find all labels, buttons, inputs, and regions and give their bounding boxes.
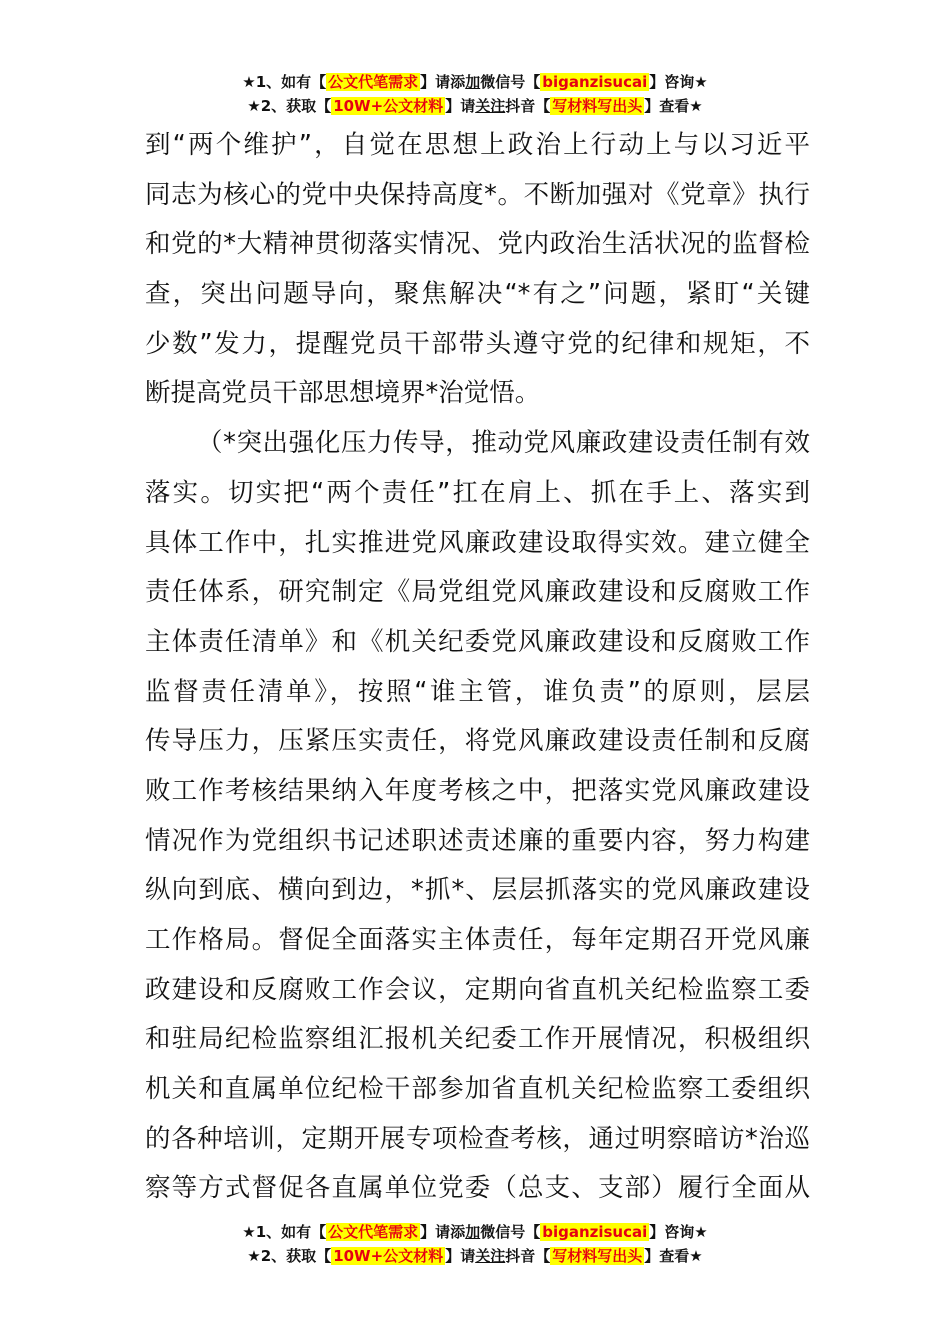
banner-text: 】请添 — [420, 1223, 466, 1241]
text-line: 情况作为党组织书记述职述责述廉的重要内容，努力构建 — [145, 825, 810, 856]
banner-line-2 — [0, 1244, 950, 1268]
text-line: 察等方式督促各直属单位党委（总支、支部）履行全面从 — [145, 1173, 810, 1204]
text-line: 工作格局。督促全面落实主体责任，每年定期召开党风廉 — [145, 925, 810, 955]
banner-text: ★1、如有【 — [242, 73, 327, 91]
banner-line-1 — [0, 1220, 950, 1244]
text-line: 主体责任清单》和《机关纪委党风廉政建设和反腐败工作 — [145, 626, 810, 657]
banner-text: 】请 — [445, 1247, 476, 1265]
banner-text: ★2、获取【 — [247, 97, 332, 115]
highlight-materials: 10W+公文材料 — [333, 1247, 444, 1265]
highlight-douyin: 写材料写出头 — [552, 97, 643, 115]
banner-text: 】咨询★ — [649, 1223, 708, 1241]
highlight-douyin: 写材料写出头 — [552, 1247, 643, 1265]
text-line: 和驻局纪检监察组汇报机关纪委工作开展情况，积极组织 — [145, 1024, 810, 1055]
banner-underline: 加 — [465, 73, 481, 91]
banner-line-2 — [0, 94, 950, 118]
header-banner — [0, 70, 950, 118]
text-line: 少数”发力，提醒党员干部带头遵守党的纪律和规矩，不 — [145, 328, 810, 359]
banner-underline: 关注 — [475, 1247, 506, 1265]
footer-banner — [0, 1220, 950, 1268]
banner-text: ★2、获取【 — [247, 1247, 332, 1265]
text-line: 具体工作中，扎实推进党风廉政建设取得实效。建立健全 — [145, 527, 810, 558]
banner-text: 微信号【 — [480, 1223, 541, 1241]
banner-text: 】请添 — [420, 73, 466, 91]
text-line: （*突出强化压力传导，推动党风廉政建设责任制有效 — [197, 428, 810, 459]
banner-text: 】查看★ — [644, 97, 703, 115]
text-line: 纵向到底、横向到边，*抓*、层层抓落实的党风廉政建设 — [145, 875, 810, 906]
highlight-wechat-id: biganzisucai — [542, 73, 648, 91]
text-line: 监督责任清单》，按照“谁主管，谁负责”的原则，层层 — [145, 676, 810, 707]
text-line: 到“两个维护”，自觉在思想上政治上行动上与以习近平 — [145, 130, 810, 160]
text-line: 落实。切实把“两个责任”扛在肩上、抓在手上、落实到 — [145, 477, 810, 508]
banner-line-1 — [0, 70, 950, 94]
document-body — [145, 121, 810, 1214]
text-line: 传导压力，压紧压实责任，将党风廉政建设责任制和反腐 — [145, 726, 810, 757]
banner-text: 微信号【 — [480, 73, 541, 91]
banner-text: 】请 — [445, 97, 476, 115]
text-line: 的各种培训，定期开展专项检查考核，通过明察暗访*治巡 — [145, 1123, 810, 1154]
banner-text: 抖音【 — [505, 1247, 551, 1265]
banner-text: 】查看★ — [644, 1247, 703, 1265]
text-line: 责任体系，研究制定《局党组党风廉政建设和反腐败工作 — [145, 577, 810, 608]
banner-text: 】咨询★ — [649, 73, 708, 91]
highlight-service: 公文代笔需求 — [328, 1223, 419, 1241]
text-line: 败工作考核结果纳入年度考核之中，把落实党风廉政建设 — [145, 775, 810, 806]
highlight-service: 公文代笔需求 — [328, 73, 419, 91]
text-line: 机关和直属单位纪检干部参加省直机关纪检监察工委组织 — [145, 1074, 810, 1105]
banner-text: ★1、如有【 — [242, 1223, 327, 1241]
highlight-materials: 10W+公文材料 — [333, 97, 444, 115]
text-line: 断提高党员干部思想境界*治觉悟。 — [145, 378, 541, 409]
banner-text: 抖音【 — [505, 97, 551, 115]
highlight-wechat-id: biganzisucai — [542, 1223, 648, 1241]
text-line: 政建设和反腐败工作会议，定期向省直机关纪检监察工委 — [145, 974, 810, 1005]
banner-underline: 关注 — [475, 97, 506, 115]
banner-underline: 加 — [465, 1223, 481, 1241]
text-line: 和党的*大精神贯彻落实情况、党内政治生活状况的监督检 — [145, 229, 810, 260]
text-line: 查，突出问题导向，聚焦解决“*有之”问题，紧盯“关键 — [145, 279, 810, 310]
text-line: 同志为核心的党中央保持高度*。不断加强对《党章》执行 — [145, 179, 810, 210]
